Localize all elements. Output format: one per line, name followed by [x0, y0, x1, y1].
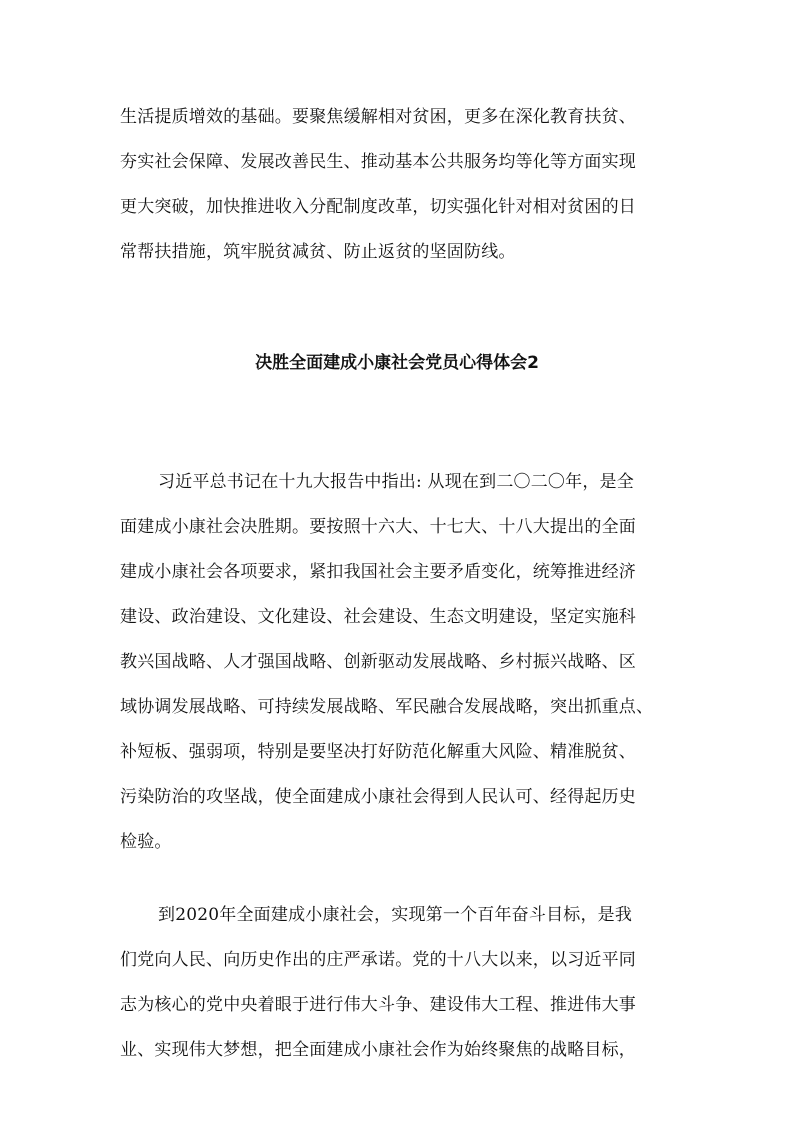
paragraph-2-line-7: 补短板、强弱项，特别是要坚决打好防范化解重大风险、精准脱贫、	[120, 742, 636, 762]
paragraph-2-line-3: 建成小康社会各项要求，紧扣我国社会主要矛盾变化，统筹推进经济	[120, 562, 636, 582]
paragraph-3-line-4: 业、实现伟大梦想，把全面建成小康社会作为始终聚焦的战略目标，	[120, 1040, 636, 1060]
paragraph-1-line-4: 常帮扶措施，筑牢脱贫减贫、防止返贫的坚固防线。	[120, 242, 516, 262]
paragraph-2-line-1: 习近平总书记在十九大报告中指出: 从现在到二〇二〇年，是全	[158, 472, 634, 492]
paragraph-3-line-3: 志为核心的党中央着眼于进行伟大斗争、建设伟大工程、推进伟大事	[120, 995, 636, 1015]
section-heading: 决胜全面建成小康社会党员心得体会2	[255, 353, 539, 373]
paragraph-1-line-3: 更大突破，加快推进收入分配制度改革，切实强化针对相对贫困的日	[120, 197, 636, 217]
paragraph-2-line-6: 域协调发展战略、可持续发展战略、军民融合发展战略，突出抓重点、	[120, 697, 654, 717]
paragraph-2-line-5: 教兴国战略、人才强国战略、创新驱动发展战略、乡村振兴战略、区	[120, 652, 636, 672]
paragraph-1-line-2: 夯实社会保障、发展改善民生、推动基本公共服务均等化等方面实现	[120, 152, 636, 172]
paragraph-2-line-2: 面建成小康社会决胜期。要按照十六大、十七大、十八大提出的全面	[120, 517, 636, 537]
paragraph-3-line-1: 到2020年全面建成小康社会，实现第一个百年奋斗目标，是我	[158, 905, 633, 925]
paragraph-2-line-8: 污染防治的攻坚战，使全面建成小康社会得到人民认可、经得起历史	[120, 787, 636, 807]
paragraph-3-line-2: 们党向人民、向历史作出的庄严承诺。党的十八大以来，以习近平同	[120, 950, 636, 970]
paragraph-2-line-4: 建设、政治建设、文化建设、社会建设、生态文明建设，坚定实施科	[120, 607, 636, 627]
paragraph-2-line-9: 检验。	[120, 832, 172, 852]
paragraph-1-line-1: 生活提质增效的基础。要聚焦缓解相对贫困，更多在深化教育扶贫、	[120, 107, 636, 127]
